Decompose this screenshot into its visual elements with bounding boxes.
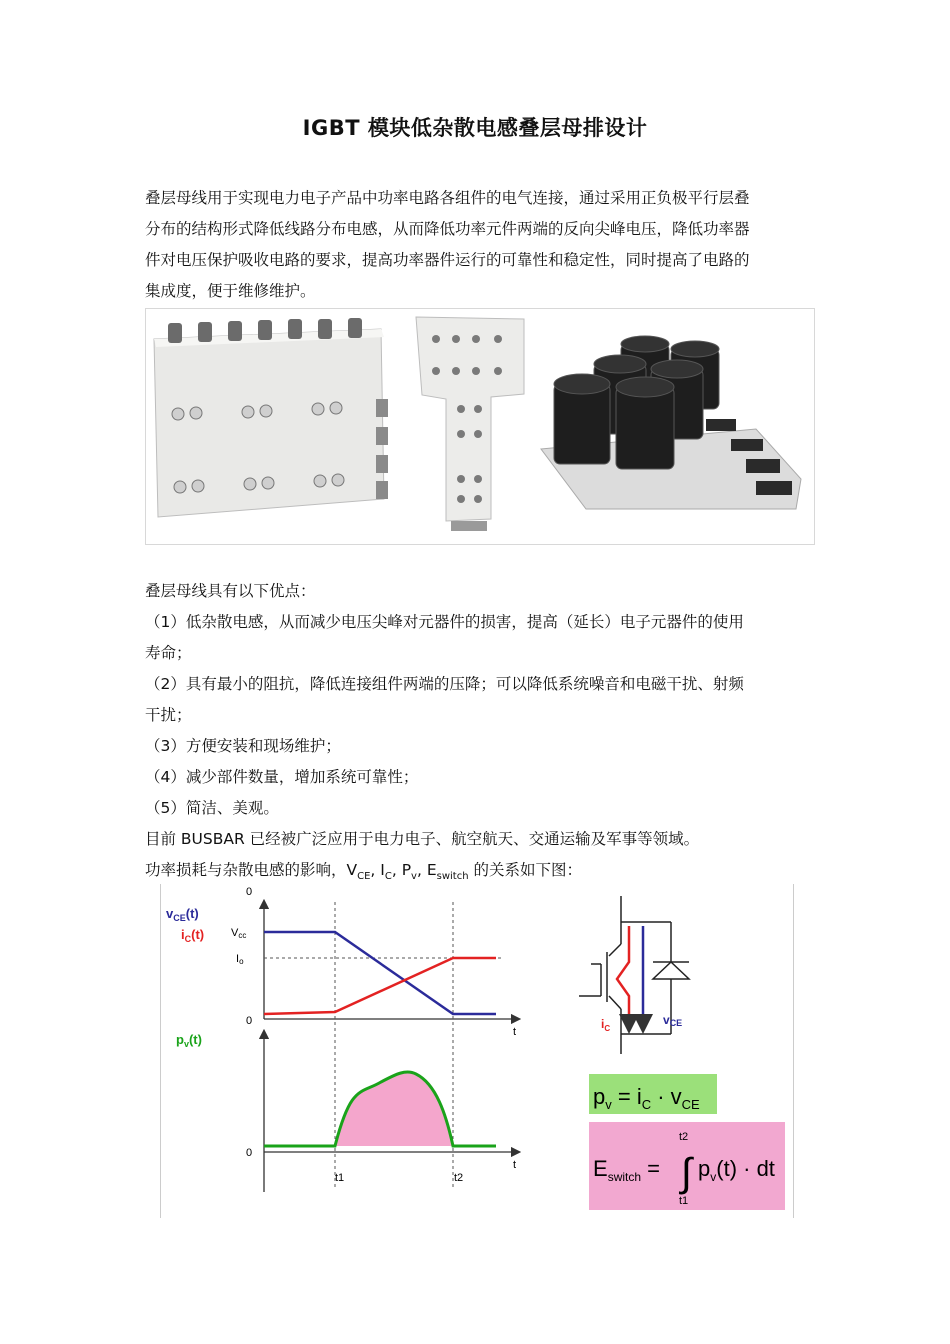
energy-equation-lhs: $E_{switch}$ = xyxy=(593,1156,660,1184)
vcc-label: Vcc xyxy=(231,927,247,940)
advantage-item: 干扰； xyxy=(145,706,192,724)
relation-prefix: 功率损耗与杂散电感的影响，V xyxy=(145,861,358,879)
energy-area xyxy=(335,1072,453,1146)
relation-sep: , I xyxy=(370,861,385,879)
advantage-item: （3）方便安装和现场维护； xyxy=(145,737,341,755)
integral-lower: t1 xyxy=(679,1195,689,1207)
t-axis-bottom: t xyxy=(513,1159,517,1171)
intro-paragraph xyxy=(145,183,810,307)
relation-esw-sub: switch xyxy=(436,871,469,883)
io-label: Io xyxy=(236,953,244,966)
advantages-heading: 叠层母线具有以下优点： xyxy=(145,582,316,600)
top-axis-zero: 0 xyxy=(246,886,253,898)
advantage-item: （5）简洁、美观。 xyxy=(145,799,279,817)
relation-ic-sub: C xyxy=(384,871,392,883)
switching-figure-svg xyxy=(161,884,793,1218)
switching-figure xyxy=(160,884,794,1218)
t1-label: t1 xyxy=(335,1172,345,1184)
capacitor-assembly xyxy=(541,336,801,509)
intro-line: 集成度，便于维修维护。 xyxy=(145,282,316,300)
power-chart xyxy=(176,1032,516,1192)
relation-suffix: 的关系如下图： xyxy=(468,861,582,879)
busbar-photos xyxy=(145,308,815,545)
t2-label: t2 xyxy=(454,1172,464,1184)
power-equation: $p_v = i_C \cdot v_{CE}$ xyxy=(593,1084,700,1112)
ic-arrow xyxy=(617,926,629,1024)
application-text: 目前 BUSBAR 已经被广泛应用于电力电子、航空航天、交通运输及军事等领域。 xyxy=(145,830,700,848)
advantage-item: （4）减少部件数量，增加系统可靠性； xyxy=(145,768,419,786)
intro-line: 叠层母线用于实现电力电子产品中功率电路各组件的电气连接，通过采用正负极平行层叠 xyxy=(145,189,750,207)
busbar-plate-middle xyxy=(416,317,524,531)
intro-line: 件对电压保护吸收电路的要求，提高功率器件运行的可靠性和稳定性，同时提高了电路的 xyxy=(145,251,750,269)
zero-bottom: 0 xyxy=(246,1147,253,1159)
zero-top: 0 xyxy=(246,1015,253,1027)
circuit-vce-label: vCE xyxy=(663,1013,683,1028)
relation-pv-sub: v xyxy=(411,871,417,883)
integral-upper: t2 xyxy=(679,1131,689,1143)
intro-line: 分布的结构形式降低线路分布电感，从而降低功率元件两端的反向尖峰电压，降低功率器 xyxy=(145,220,750,238)
energy-equation-rhs: $p_v(t)$ · dt xyxy=(698,1156,775,1184)
ic-label: $i_C(t)$ xyxy=(181,927,205,944)
circuit-ic-label: $i_C$ xyxy=(601,1017,611,1033)
integral-sign: ∫ xyxy=(681,1151,692,1195)
advantage-item: 寿命； xyxy=(145,644,192,662)
page-title: IGBT 模块低杂散电感叠层母排设计 xyxy=(302,116,648,140)
pv-label: $p_v(t)$ xyxy=(176,1032,202,1049)
relation-sep: , P xyxy=(391,861,412,879)
ic-curve xyxy=(264,958,496,1014)
t-axis-top: t xyxy=(513,1026,517,1038)
vce-label: $v_{CE}(t)$ xyxy=(166,906,199,923)
relation-sep: , E xyxy=(416,861,437,879)
relation-vce-sub: CE xyxy=(357,871,371,883)
vce-curve xyxy=(264,932,496,1014)
busbar-plate-left xyxy=(154,318,388,517)
busbar-photo-illustration xyxy=(146,309,814,544)
igbt-circuit xyxy=(579,896,689,1054)
advantage-item: （1）低杂散电感，从而减少电压尖峰对元器件的损害，提高（延长）电子元器件的使用 xyxy=(145,613,744,631)
advantage-item: （2）具有最小的阻抗，降低连接组件两端的压降；可以降低系统噪音和电磁干扰、射频 xyxy=(145,675,744,693)
